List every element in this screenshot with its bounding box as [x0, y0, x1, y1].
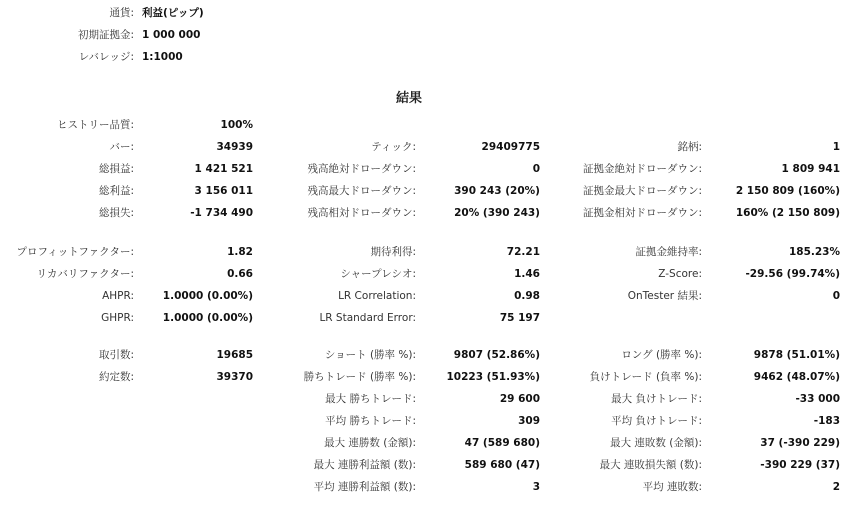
- total-deals-value: 39370: [216, 371, 253, 383]
- largest-profit-trade-value: 29 600: [499, 393, 540, 405]
- leverage-label: レバレッジ:: [78, 51, 134, 63]
- max-consecutive-loss-label: 最大 連敗損失額 (数):: [599, 459, 702, 471]
- average-consecutive-wins-value: 3: [532, 481, 540, 493]
- results-title: 結果: [396, 91, 423, 106]
- ticks-value: 29409775: [481, 141, 540, 153]
- largest-profit-trade-label: 最大 勝ちトレード:: [325, 393, 416, 405]
- total-net-profit-value: 1 421 521: [194, 163, 253, 175]
- ahpr-value: 1.0000 (0.00%): [162, 290, 253, 302]
- expected-payoff-label: 期待利得:: [370, 246, 416, 258]
- balance-max-dd-label: 残高最大ドローダウン:: [307, 185, 416, 197]
- loss-trades-value: 9462 (48.07%): [753, 371, 840, 383]
- z-score-label: Z-Score:: [658, 268, 702, 280]
- profit-factor-value: 1.82: [227, 246, 253, 258]
- profit-factor-label: プロフィットファクター:: [16, 246, 134, 258]
- equity-abs-dd-value: 1 809 941: [781, 163, 840, 175]
- largest-loss-trade-label: 最大 負けトレード:: [611, 393, 702, 405]
- max-consecutive-losses-label: 最大 連敗数 (金額):: [610, 437, 702, 449]
- gross-loss-label: 総損失:: [98, 207, 134, 219]
- profit-trades-value: 10223 (51.93%): [446, 371, 540, 383]
- equity-rel-dd-label: 証拠金相対ドローダウン:: [582, 207, 702, 219]
- profit-trades-label: 勝ちトレード (勝率 %):: [303, 371, 416, 383]
- balance-rel-dd-value: 20% (390 243): [454, 207, 540, 219]
- lr-standard-error-value: 75 197: [499, 312, 540, 324]
- ticks-label: ティック:: [371, 141, 416, 153]
- margin-level-value: 185.23%: [788, 246, 840, 258]
- equity-max-dd-value: 2 150 809 (160%): [735, 185, 840, 197]
- average-loss-trade-label: 平均 負けトレード:: [611, 415, 702, 427]
- balance-abs-dd-value: 0: [532, 163, 540, 175]
- ghpr-value: 1.0000 (0.00%): [162, 312, 253, 324]
- expected-payoff-value: 72.21: [506, 246, 540, 258]
- average-consecutive-losses-label: 平均 連敗数:: [642, 481, 702, 493]
- short-trades-label: ショート (勝率 %):: [324, 349, 416, 361]
- sharpe-ratio-label: シャープレシオ:: [340, 268, 416, 280]
- balance-rel-dd-label: 残高相対ドローダウン:: [307, 207, 416, 219]
- z-score-value: -29.56 (99.74%): [745, 268, 840, 280]
- symbols-value: 1: [832, 141, 840, 153]
- ahpr-label: AHPR:: [102, 290, 134, 302]
- bars-value: 34939: [216, 141, 253, 153]
- lr-correlation-value: 0.98: [514, 290, 540, 302]
- deposit-value: 1 000 000: [142, 29, 201, 41]
- largest-loss-trade-value: -33 000: [795, 393, 840, 405]
- recovery-factor-value: 0.66: [227, 268, 253, 280]
- average-profit-trade-label: 平均 勝ちトレード:: [325, 415, 416, 427]
- average-consecutive-losses-value: 2: [832, 481, 840, 493]
- ghpr-label: GHPR:: [101, 312, 134, 324]
- gross-loss-value: -1 734 490: [190, 207, 253, 219]
- max-consecutive-losses-value: 37 (-390 229): [760, 437, 840, 449]
- average-loss-trade-value: -183: [813, 415, 840, 427]
- bars-label: バー:: [109, 141, 134, 153]
- currency-label: 通貨:: [109, 7, 134, 19]
- equity-max-dd-label: 証拠金最大ドローダウン:: [582, 185, 702, 197]
- long-trades-value: 9878 (51.01%): [753, 349, 840, 361]
- equity-abs-dd-label: 証拠金絶対ドローダウン:: [582, 163, 702, 175]
- recovery-factor-label: リカバリファクター:: [36, 268, 134, 280]
- deposit-label: 初期証拠金:: [77, 29, 134, 41]
- average-consecutive-wins-label: 平均 連勝利益額 (数):: [313, 481, 416, 493]
- equity-rel-dd-value: 160% (2 150 809): [735, 207, 840, 219]
- gross-profit-label: 総利益:: [98, 185, 134, 197]
- max-consecutive-wins-label: 最大 連勝数 (金額):: [324, 437, 416, 449]
- sharpe-ratio-value: 1.46: [514, 268, 540, 280]
- average-profit-trade-value: 309: [518, 415, 540, 427]
- max-consecutive-loss-value: -390 229 (37): [760, 459, 840, 471]
- history-quality-label: ヒストリー品質:: [56, 119, 134, 131]
- max-consecutive-profit-value: 589 680 (47): [464, 459, 540, 471]
- total-trades-value: 19685: [216, 349, 253, 361]
- ontester-result-label: OnTester 結果:: [627, 290, 702, 302]
- currency-value: 利益(ピップ): [142, 7, 204, 19]
- symbols-label: 銘柄:: [677, 141, 702, 153]
- balance-max-dd-value: 390 243 (20%): [454, 185, 540, 197]
- leverage-value: 1:1000: [142, 51, 183, 63]
- margin-level-label: 証拠金維持率:: [635, 246, 702, 258]
- max-consecutive-wins-value: 47 (589 680): [464, 437, 540, 449]
- short-trades-value: 9807 (52.86%): [453, 349, 540, 361]
- long-trades-label: ロング (勝率 %):: [621, 349, 702, 361]
- total-deals-label: 約定数:: [98, 371, 134, 383]
- total-trades-label: 取引数:: [98, 349, 134, 361]
- lr-correlation-label: LR Correlation:: [338, 290, 416, 302]
- total-net-profit-label: 総損益:: [98, 163, 134, 175]
- ontester-result-value: 0: [832, 290, 840, 302]
- gross-profit-value: 3 156 011: [194, 185, 253, 197]
- lr-standard-error-label: LR Standard Error:: [319, 312, 416, 324]
- balance-abs-dd-label: 残高絶対ドローダウン:: [307, 163, 416, 175]
- loss-trades-label: 負けトレード (負率 %):: [589, 371, 702, 383]
- history-quality-value: 100%: [220, 119, 253, 131]
- max-consecutive-profit-label: 最大 連勝利益額 (数):: [313, 459, 416, 471]
